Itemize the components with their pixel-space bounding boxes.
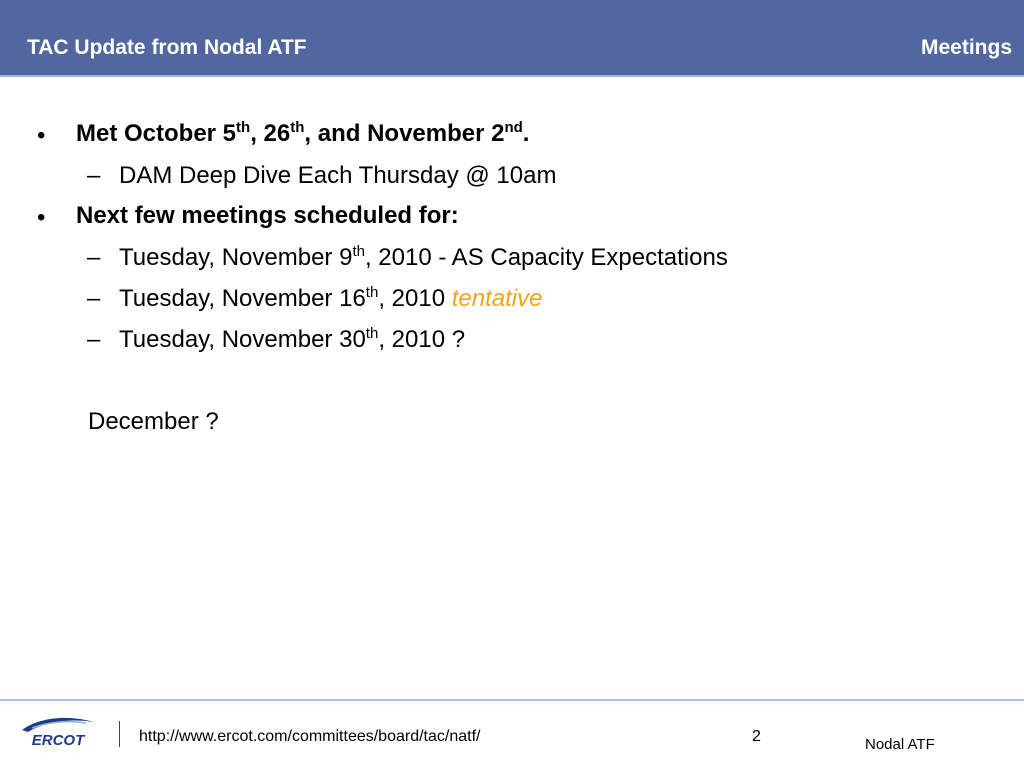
- dash-icon: –: [87, 326, 101, 353]
- header-divider: [0, 75, 1024, 77]
- footer-divider: [0, 699, 1024, 701]
- footer-label: Nodal ATF: [865, 736, 935, 753]
- sub-nov-16: [119, 285, 542, 313]
- section-title: Meetings: [920, 36, 1012, 59]
- bullet-met-october: [76, 120, 529, 148]
- text: Tuesday, November 30: [119, 326, 366, 353]
- bullet-icon: •: [37, 122, 46, 149]
- sup: nd: [504, 119, 523, 136]
- text: , 2010 ?: [378, 326, 466, 353]
- dash-icon: –: [87, 162, 101, 189]
- sup: th: [365, 325, 379, 342]
- text: , 2010 - AS Capacity Expectations: [364, 244, 728, 271]
- text: .: [522, 120, 530, 147]
- text: Met October 5: [76, 120, 237, 147]
- slide-title: TAC Update from Nodal ATF: [27, 36, 307, 59]
- text: , 26: [250, 120, 291, 147]
- sup: th: [365, 284, 379, 301]
- sup: th: [236, 119, 251, 136]
- text: , 2010: [378, 285, 452, 312]
- sup: th: [290, 119, 305, 136]
- sup: th: [352, 243, 365, 260]
- sub-nov-30: [119, 326, 465, 354]
- footer-separator: [119, 721, 120, 747]
- title-bar: [0, 0, 1024, 75]
- text: Tuesday, November 16: [119, 285, 366, 312]
- footer-url: http://www.ercot.com/committees/board/tac/natf/: [139, 728, 481, 745]
- text: , and November 2: [304, 120, 505, 147]
- bullet-next-meetings: Next few meetings scheduled for:: [76, 202, 459, 229]
- sub-nov-9: [119, 244, 728, 272]
- bullet-icon: •: [37, 204, 46, 231]
- logo-text: ERCOT: [31, 732, 85, 749]
- dash-icon: –: [87, 285, 101, 312]
- ercot-logo: [18, 714, 98, 750]
- december-note: December ?: [88, 408, 219, 435]
- tentative-label: tentative: [451, 285, 543, 312]
- page-number: 2: [752, 728, 761, 745]
- dash-icon: –: [87, 244, 101, 271]
- text: Tuesday, November 9: [119, 244, 353, 271]
- sub-dam-deep-dive: DAM Deep Dive Each Thursday @ 10am: [119, 162, 557, 189]
